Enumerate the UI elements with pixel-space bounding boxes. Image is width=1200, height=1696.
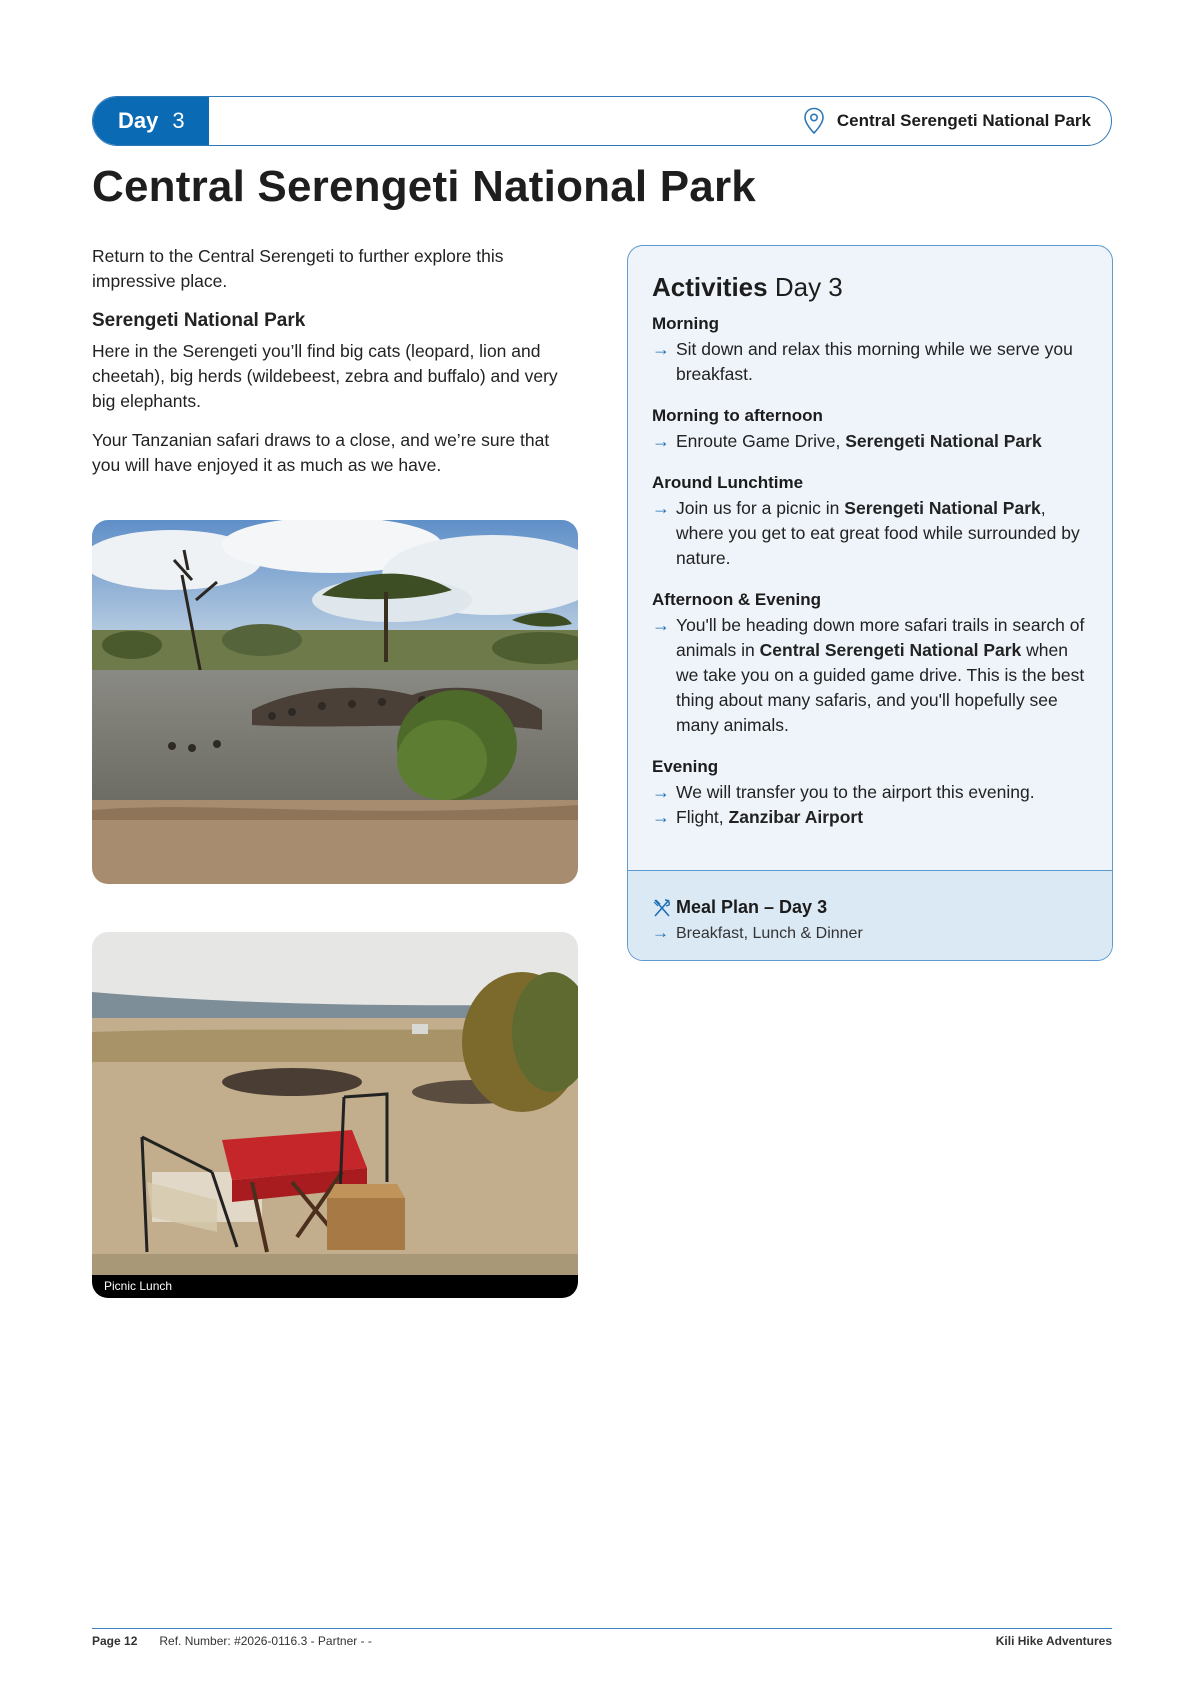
activity-item <box>652 496 1088 571</box>
meal-plan-title-text: Meal Plan – Day 3 <box>676 897 828 917</box>
page-title: Central Serengeti National Park <box>92 162 756 211</box>
slot-lunchtime <box>652 472 1088 571</box>
activity-item <box>652 613 1088 738</box>
slot-afternoon-evening <box>652 589 1088 738</box>
activity-text-after: when we take you on a guided game drive. This is the best thing about many safaris, and you'll hopefully see many animals. <box>676 640 1085 735</box>
arrow-right-icon: → <box>652 923 669 942</box>
reference-number: Ref. Number: #2026-0116.3 - Partner - - <box>159 1634 372 1648</box>
meal-plan-meals-text: Breakfast, Lunch & Dinner <box>676 925 863 942</box>
page-number: Page 12 <box>92 1634 138 1648</box>
brand-name: Kili Hike Adventures <box>995 1634 1112 1648</box>
day-badge <box>93 97 209 145</box>
photo-picnic-lunch <box>92 932 578 1298</box>
location-pin-icon <box>803 107 825 135</box>
intro-text: Return to the Central Serengeti to further explore this impressive place. <box>92 246 504 291</box>
activities-box <box>627 245 1113 961</box>
activity-text: We will transfer you to the airport this evening. <box>676 782 1035 802</box>
activities-title-day: Day 3 <box>774 272 843 302</box>
arrow-right-icon: → <box>652 615 670 635</box>
activity-text: Enroute Game Drive, <box>676 431 841 451</box>
arrow-right-icon: → <box>652 807 670 827</box>
activities-title-bold: Activities <box>652 272 768 302</box>
activity-place: Zanzibar Airport <box>728 807 864 827</box>
intro-para-2: Your Tanzanian safari draws to a close, and we’re sure that you will have enjoyed it as much as we have. <box>92 430 550 475</box>
slot-label: Morning to afternoon <box>652 406 823 425</box>
day-label: Day <box>118 108 159 133</box>
meal-plan <box>628 870 1112 960</box>
slot-label: Morning <box>652 314 720 333</box>
activity-place: Serengeti National Park <box>844 498 1041 518</box>
arrow-right-icon: → <box>652 782 670 802</box>
intro-subheading: Serengeti National Park <box>92 310 306 331</box>
header-location-text: Central Serengeti National Park <box>836 111 1091 130</box>
activity-text: Flight, <box>676 807 724 827</box>
arrow-right-icon: → <box>652 339 670 359</box>
slot-label: Evening <box>652 757 719 776</box>
activity-item <box>652 337 1088 387</box>
photo-caption: Picnic Lunch <box>92 1275 578 1298</box>
activity-text: Sit down and relax this morning while we serve you breakfast. <box>676 339 1073 384</box>
day-number: 3 <box>172 108 185 133</box>
page-footer <box>92 1634 1112 1648</box>
fork-knife-icon <box>652 898 672 918</box>
arrow-right-icon: → <box>652 498 670 518</box>
activity-text-after: , where you get to eat great food while surrounded by nature. <box>676 498 1080 568</box>
activity-item <box>652 780 1088 805</box>
meal-plan-meals <box>652 924 1088 944</box>
photo-river-crossing <box>92 520 578 884</box>
meal-plan-title <box>652 897 1088 918</box>
slot-label: Afternoon & Evening <box>652 590 822 609</box>
intro-section <box>92 244 582 492</box>
activity-item <box>652 429 1088 454</box>
activity-place: Serengeti National Park <box>845 431 1042 451</box>
activity-text: You'll be heading down more safari trails in search of animals in <box>676 615 1085 660</box>
intro-para-1: Here in the Serengeti you’ll find big cats (leopard, lion and cheetah), big herds (wildebeest, zebra and buffalo) and very big elephants. <box>92 341 558 411</box>
slot-evening <box>652 756 1088 830</box>
header-location <box>803 107 1111 135</box>
slot-morning <box>652 313 1088 387</box>
arrow-right-icon: → <box>652 431 670 451</box>
slot-label: Around Lunchtime <box>652 473 804 492</box>
footer-divider <box>92 1628 1112 1629</box>
slot-morning-afternoon <box>652 405 1088 454</box>
activity-item <box>652 805 1088 830</box>
day-header-bar <box>92 96 1112 146</box>
activity-place: Central Serengeti National Park <box>759 640 1022 660</box>
activity-text: Join us for a picnic in <box>676 498 840 518</box>
activities-title <box>652 272 1088 303</box>
